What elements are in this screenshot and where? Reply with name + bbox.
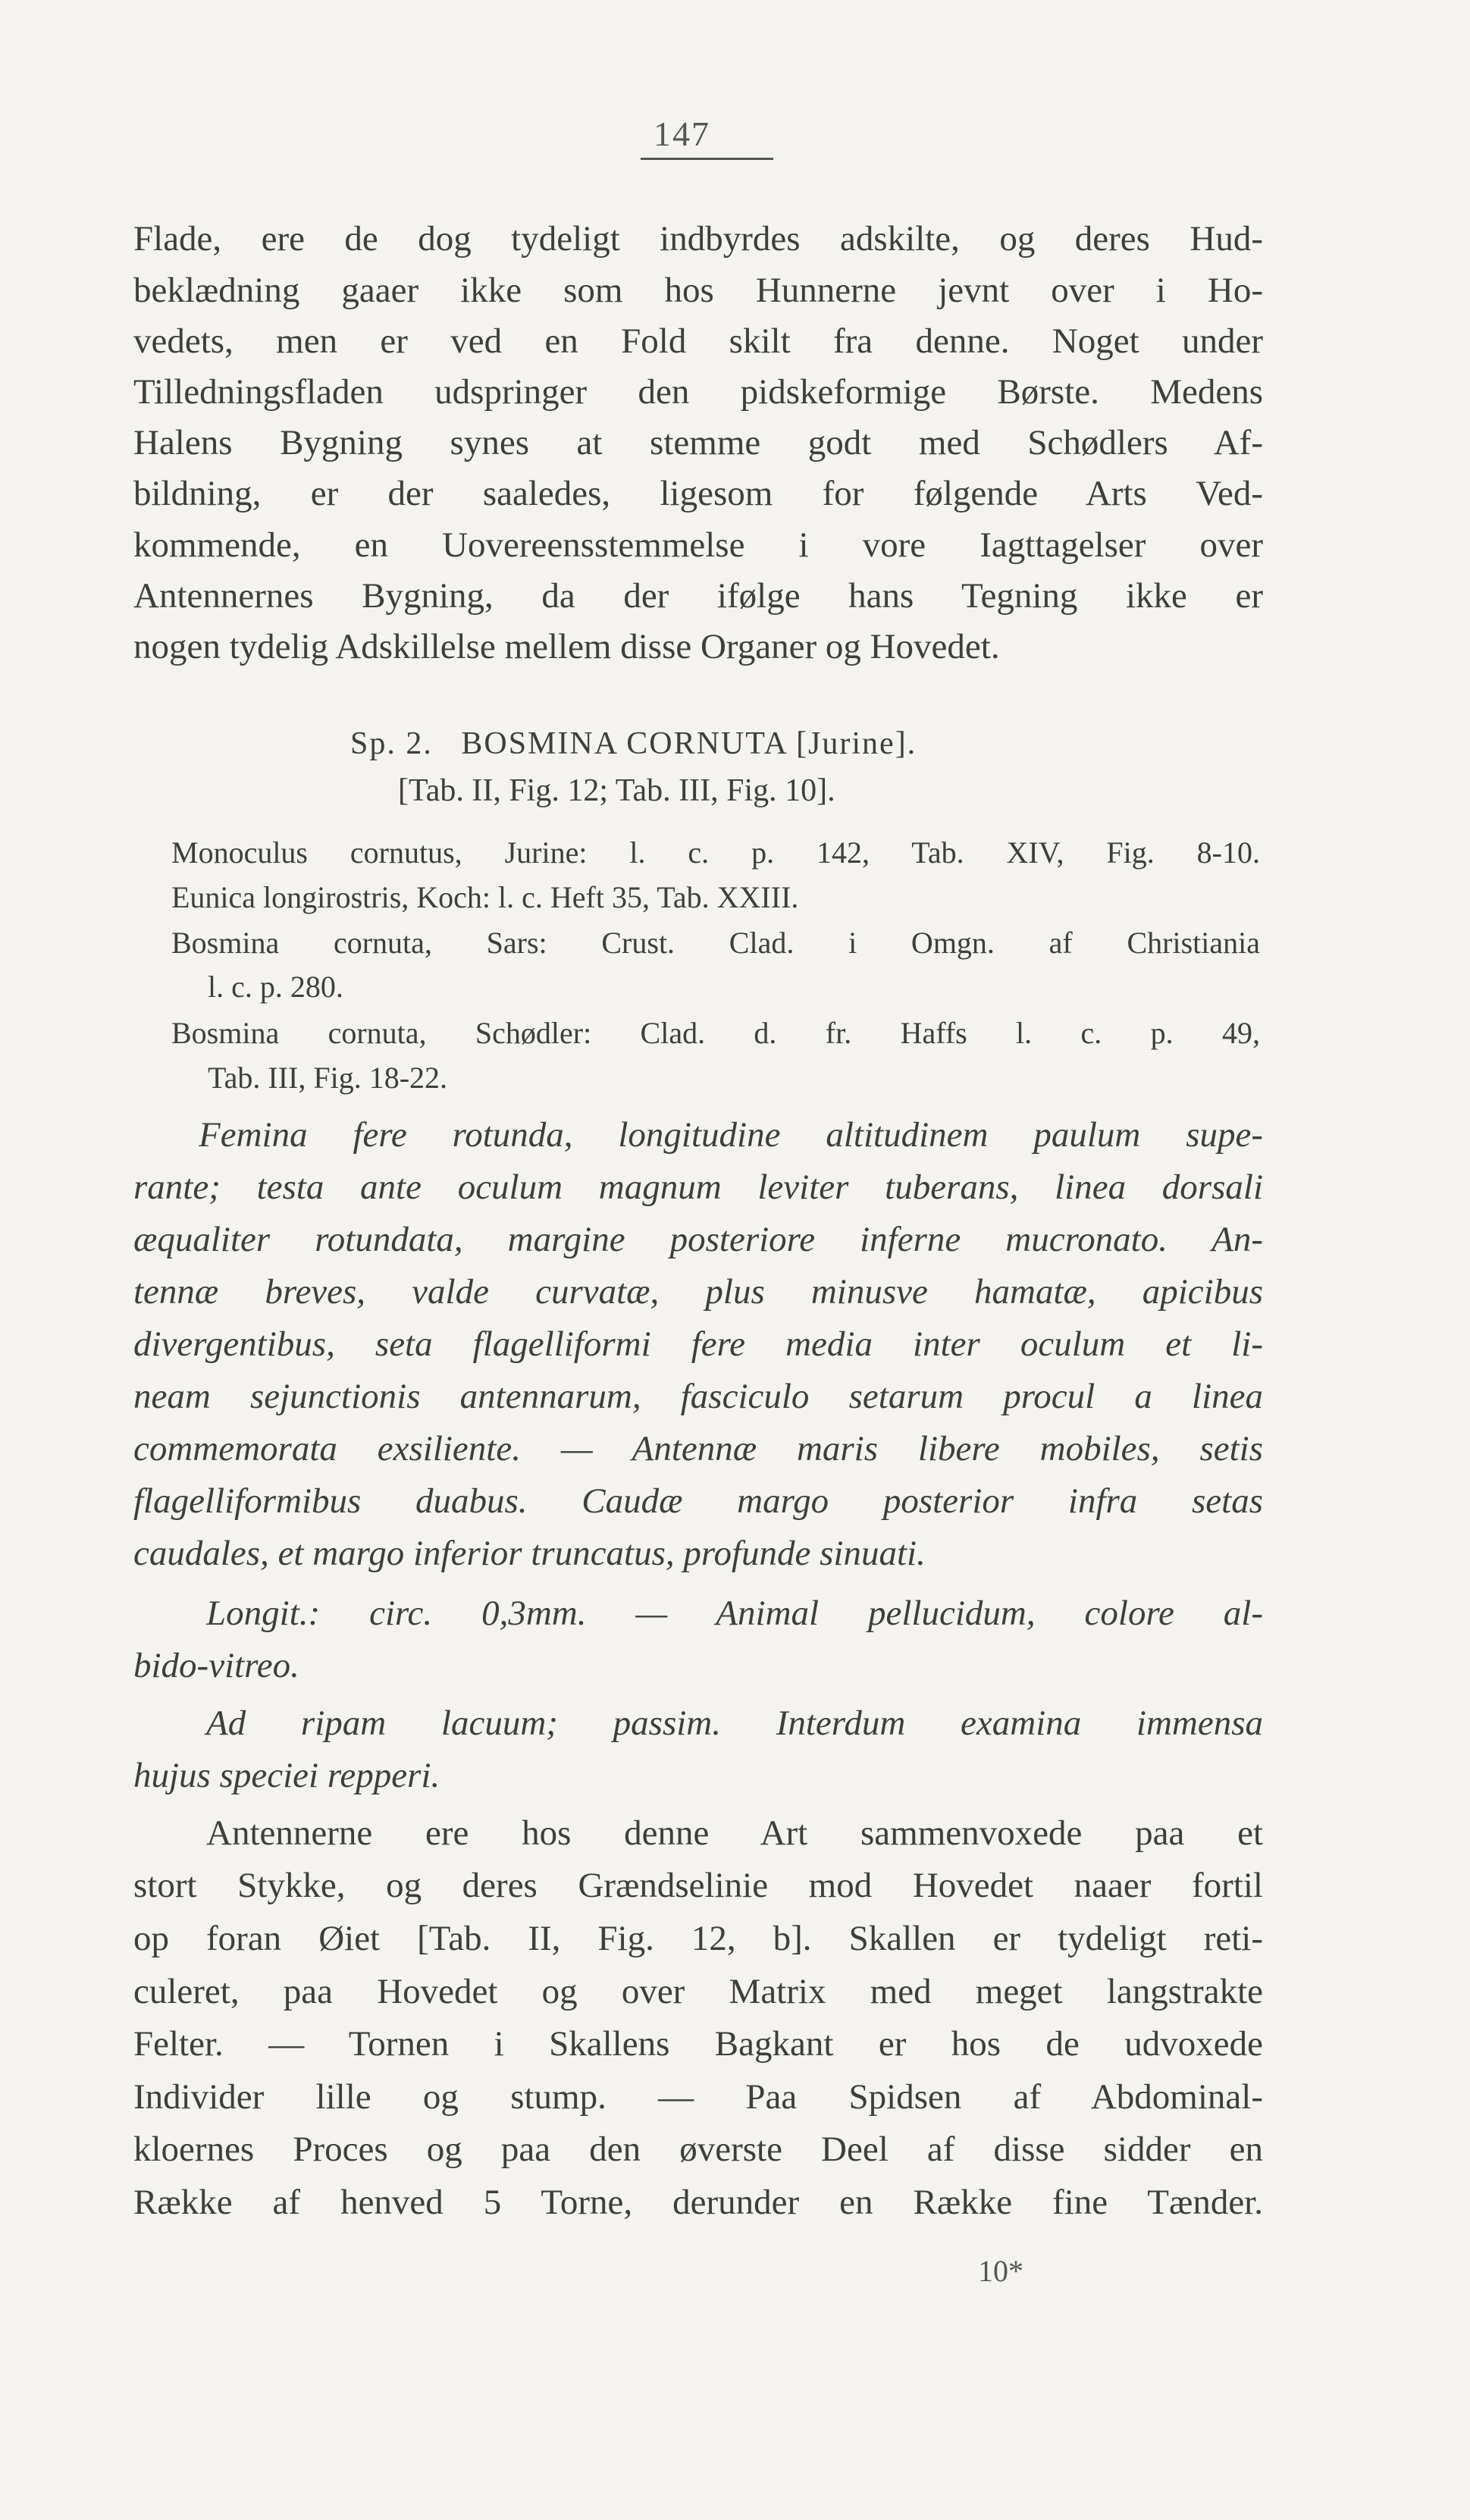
latin-line: Femina fere rotunda, longitudine altitudinem paulum supe-	[199, 1115, 1263, 1155]
synonym-line: Bosmina cornuta, Schødler: Clad. d. fr. Haffs l. c. p. 49,	[171, 1016, 1260, 1050]
latin-line: rante; testa ante oculum magnum leviter tuberans, linea dorsali	[133, 1168, 1263, 1207]
text-line: kommende, en Uovereensstemmelse i vore Iagttagelser over	[133, 525, 1263, 565]
latin-line: divergentibus, seta flagelliformi fere media inter oculum et li-	[133, 1324, 1263, 1364]
text-line: kloernes Proces og paa den øverste Deel af disse sidder en	[133, 2130, 1263, 2169]
signature-mark: 10*	[978, 2254, 1023, 2288]
text-line: Halens Bygning synes at stemme godt med Schødlers Af-	[133, 423, 1263, 462]
text-line: Tilledningsfladen udspringer den pidskeformige Børste. Medens	[133, 372, 1263, 412]
text-line: Individer lille og stump. — Paa Spidsen af Abdominal-	[133, 2077, 1263, 2117]
latin-line: neam sejunctionis antennarum, fasciculo setarum procul a linea	[133, 1377, 1263, 1416]
latin-line: tennæ breves, valde curvatæ, plus minusve hamatæ, apicibus	[133, 1272, 1263, 1312]
text-line: beklædning gaaer ikke som hos Hunnerne jevnt over i Ho-	[133, 271, 1263, 310]
latin-line: æqualiter rotundata, margine posteriore inferne mucronato. An-	[133, 1220, 1263, 1259]
species-heading: Sp. 2. BOSMINA CORNUTA [Jurine].	[350, 726, 917, 761]
text-line: Række af henved 5 Torne, derunder en Række fine Tænder.	[133, 2183, 1263, 2222]
text-line: op foran Øiet [Tab. II, Fig. 12, b]. Skallen er tydeligt reti-	[133, 1919, 1263, 1958]
latin-line: Longit.: circ. 0,3mm. — Animal pellucidum, colore al-	[206, 1594, 1263, 1633]
text-line: Antennerne ere hos denne Art sammenvoxede paa et	[206, 1813, 1263, 1853]
text-line: Flade, ere de dog tydeligt indbyrdes adskilte, og deres Hud-	[133, 219, 1263, 259]
latin-line: commemorata exsiliente. — Antennæ maris libere mobiles, setis	[133, 1429, 1263, 1468]
text-line: bildning, er der saaledes, ligesom for følgende Arts Ved-	[133, 474, 1263, 513]
text-line: stort Stykke, og deres Grændselinie mod Hovedet naaer fortil	[133, 1866, 1263, 1905]
latin-line: bido-vitreo.	[133, 1646, 299, 1685]
latin-line: caudales, et margo inferior truncatus, profunde sinuati.	[133, 1534, 926, 1573]
latin-line: hujus speciei repperi.	[133, 1756, 440, 1795]
synonym-line: Monoculus cornutus, Jurine: l. c. p. 142, Tab. XIV, Fig. 8-10.	[171, 835, 1260, 870]
latin-line: flagelliformibus duabus. Caudæ margo posterior infra setas	[133, 1481, 1263, 1521]
text-line: culeret, paa Hovedet og over Matrix med meget langstrakte	[133, 1972, 1263, 2011]
text-line: Antennernes Bygning, da der ifølge hans Tegning ikke er	[133, 576, 1263, 616]
synonym-line: Eunica longirostris, Koch: l. c. Heft 35, Tab. XXIII.	[171, 880, 799, 914]
synonym-line: l. c. p. 280.	[208, 970, 343, 1004]
page-number: 147	[654, 114, 710, 153]
text-line: Felter. — Tornen i Skallens Bagkant er hos de udvoxede	[133, 2024, 1263, 2064]
species-tab-reference: [Tab. II, Fig. 12; Tab. III, Fig. 10].	[398, 773, 835, 808]
synonym-line: Tab. III, Fig. 18-22.	[208, 1061, 448, 1095]
text-line: vedets, men er ved en Fold skilt fra denne. Noget under	[133, 321, 1263, 361]
page-number-rule	[641, 158, 773, 160]
text-line: nogen tydelig Adskillelse mellem disse Organer og Hovedet.	[133, 627, 1000, 666]
latin-line: Ad ripam lacuum; passim. Interdum examina immensa	[206, 1704, 1263, 1743]
synonym-line: Bosmina cornuta, Sars: Crust. Clad. i Omgn. af Christiania	[171, 926, 1260, 960]
